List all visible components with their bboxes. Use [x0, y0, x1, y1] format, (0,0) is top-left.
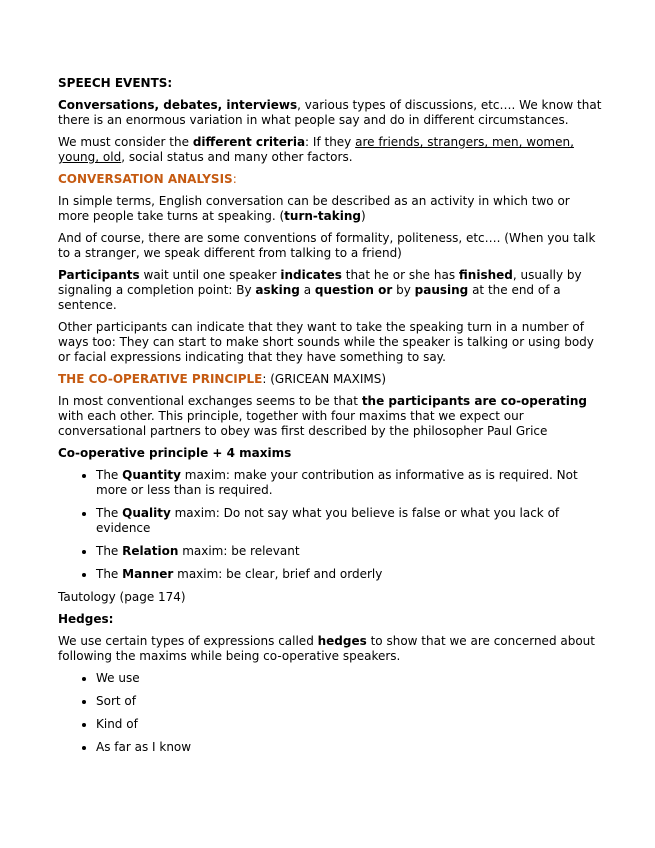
- list-item-hedge: • Sort of: [96, 694, 603, 709]
- maxims-list: [58, 468, 603, 582]
- maxim-prefix: The: [96, 567, 123, 581]
- participants-text-5: by: [392, 283, 415, 297]
- list-item-maxim: [96, 544, 603, 559]
- list-item-maxim: [96, 567, 603, 582]
- conversation-analysis-title: CONVERSATION ANALYSIS: [58, 172, 233, 186]
- question-bold: question or: [314, 283, 393, 297]
- maxim-prefix: The: [96, 506, 123, 520]
- paragraph-other-participants: Other participants can indicate that they want to take the speaking turn in a number of ways too: They can start to make short sounds while the speaker is talking or using body or facial expressions indicating that they have something to say.: [58, 320, 594, 364]
- maxims-heading: Co-operative principle + 4 maxims: [58, 446, 292, 460]
- paragraph-conversations: [58, 98, 603, 128]
- hedges-heading: Hedges:: [58, 612, 114, 626]
- cooperative-principle-heading: [58, 372, 603, 387]
- speech-events-heading: SPEECH EVENTS:: [58, 76, 173, 90]
- maxim-description: maxim: be clear, brief and orderly: [173, 567, 383, 581]
- conversations-text: , various types of discussions, etc…. We know that there is an enormous variation in what people say and do in different circumstances.: [58, 98, 602, 127]
- turn-taking-bold: turn-taking: [284, 209, 361, 223]
- turn-taking-text-a: In simple terms, English conversation can be described as an activity in which two or more people take turns at speaking. (: [58, 194, 570, 223]
- paragraph-hedges: [58, 634, 603, 664]
- maxim-name: Quantity: [122, 468, 181, 482]
- criteria-text-a: We must consider the: [58, 135, 193, 149]
- criteria-text-c: , social status and many other factors.: [121, 150, 353, 164]
- maxim-description: maxim: be relevant: [178, 544, 300, 558]
- participants-text-6: at the end of a sentence.: [58, 283, 561, 312]
- maxim-name: Quality: [122, 506, 171, 520]
- maxim-prefix: The: [96, 468, 123, 482]
- list-item-maxim: [96, 468, 603, 498]
- hedges-text-b: to show that we are concerned about following the maxims while being co-operative speakers.: [58, 634, 595, 663]
- participants-text-1: wait until one speaker: [139, 268, 281, 282]
- cooperating-bold: the participants are co-operating: [361, 394, 588, 408]
- pausing-bold: pausing: [414, 283, 469, 297]
- list-item-hedge: • Kind of: [96, 717, 603, 732]
- hedges-bold: hedges: [317, 634, 367, 648]
- participants-text-4: a: [299, 283, 315, 297]
- paragraph-participants: [58, 268, 603, 313]
- document-body: [58, 76, 603, 763]
- conversations-bold: Conversations, debates, interviews: [58, 98, 298, 112]
- paragraph-cooperating: [58, 394, 603, 439]
- criteria-bold: different criteria: [192, 135, 306, 149]
- paragraph-turn-taking: [58, 194, 603, 224]
- maxim-name: Manner: [122, 567, 174, 581]
- conversation-analysis-colon: :: [232, 172, 237, 186]
- cooperative-principle-subtitle: : (GRICEAN MAXIMS): [262, 372, 387, 386]
- cooperative-principle-title: THE CO-OPERATIVE PRINCIPLE: [58, 372, 263, 386]
- paragraph-conventions: And of course, there are some conventions of formality, politeness, etc…. (When you talk to a stranger, we speak different from talking to a friend): [58, 231, 596, 260]
- finished-bold: finished: [458, 268, 513, 282]
- participants-text-2: that he or she has: [341, 268, 459, 282]
- conversation-analysis-heading: [58, 172, 603, 187]
- cooperating-text-b: with each other. This principle, together with four maxims that we expect our conversational partners to obey was first described by the philosopher Paul Grice: [58, 409, 548, 438]
- maxim-description: maxim: make your contribution as informative as is required. Not more or less than is required.: [96, 468, 578, 497]
- maxim-description: maxim: Do not say what you believe is false or what you lack of evidence: [96, 506, 560, 535]
- maxim-name: Relation: [122, 544, 179, 558]
- turn-taking-text-b: ): [360, 209, 366, 223]
- list-item-hedge: • As far as I know: [96, 740, 603, 755]
- participants-bold: Participants: [58, 268, 140, 282]
- participants-text-3: , usually by signaling a completion point: By: [58, 268, 582, 297]
- criteria-underline: are friends, strangers, men, women, young, old: [58, 135, 574, 164]
- asking-bold: asking: [255, 283, 300, 297]
- hedges-list: [58, 671, 603, 755]
- paragraph-criteria: [58, 135, 603, 165]
- cooperating-text-a: In most conventional exchanges seems to be that: [58, 394, 362, 408]
- maxim-prefix: The: [96, 544, 123, 558]
- list-item-hedge: • We use: [96, 671, 603, 686]
- indicates-bold: indicates: [280, 268, 342, 282]
- hedges-text-a: We use certain types of expressions called: [58, 634, 318, 648]
- list-item-maxim: [96, 506, 603, 536]
- criteria-text-b: : If they: [305, 135, 356, 149]
- tautology-note: Tautology (page 174): [58, 590, 186, 604]
